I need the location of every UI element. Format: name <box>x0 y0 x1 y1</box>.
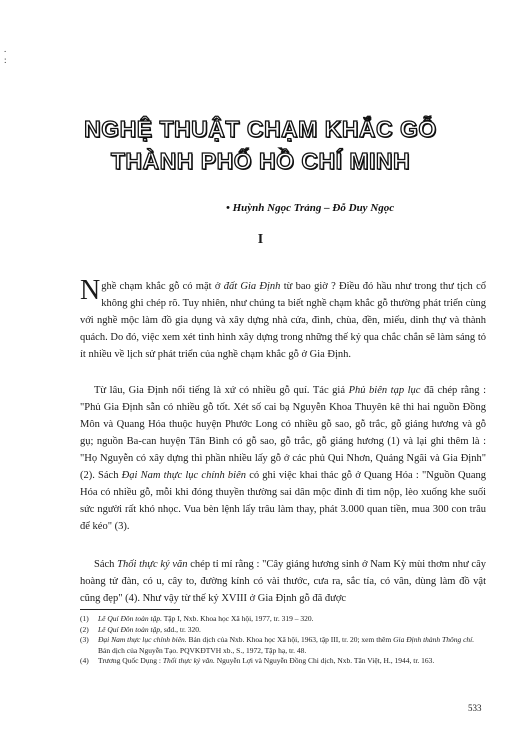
page-number: 533 <box>468 703 482 713</box>
paragraph-2-text-a: Từ lâu, Gia Định nổi tiếng là xứ có nhiều gỗ quí. Tác giả <box>94 385 349 396</box>
footnotes <box>80 614 486 667</box>
paragraph-1-text-b: từ bao giờ ? Điều đó hầu như trong thư tịch cổ không ghi chép rõ. Tuy nhiên, như chúng ta biết nghề chạm khắc gỗ thường phát triển cùng với nghề mộc làm đồ gia dụng và xây dựng nhà cửa, đình, chùa, đền, miếu, dinh thự và thành quách. Do đó, việc xem xét tình hình xây dựng trong những thế kỷ qua chắc chắn sẽ làm sáng tỏ ít nhiều về lịch sử phát triển của nghề chạm khắc gỗ ở Gia Định. <box>80 281 486 360</box>
footnote-number: (2) <box>80 624 89 634</box>
footnote-source: Lê Quí Đôn toàn tập, <box>98 624 162 634</box>
paragraph-3-text-a: Sách <box>94 559 118 570</box>
margin-marks: . : <box>4 44 7 65</box>
footnote-source: Lê Quí Đôn toàn tập. <box>98 614 162 623</box>
footnote-text: Trương Quốc Dụng : <box>98 656 163 665</box>
footnote-number: (1) <box>80 614 89 623</box>
paragraph-3-text-b: chép tỉ mỉ rằng : "Cây giáng hương sinh ở Nam Kỳ mùi thơm như cây hoàng tử đàn, có u, cây to, đường kính có vài thước, cưa ra, sắc tía, có vân, dùng làm đồ vật cũng đẹp" (4). Như vậy từ thế kỷ XVIII ở Gia Định gỗ đã được <box>80 559 486 604</box>
paragraph-2-italic-a: Phủ biên tạp lục <box>348 385 421 396</box>
footnote-source-2: Thối thực ký văn. <box>162 656 215 665</box>
footnote-number: (3) <box>80 635 89 644</box>
author-byline: • Huỳnh Ngọc Trảng – Đỗ Duy Ngọc <box>226 202 395 214</box>
footnote-2 <box>80 625 486 636</box>
paragraph-3 <box>80 556 486 607</box>
paragraph-2 <box>80 382 486 535</box>
footnote-text: Bản dịch của Nxb. Khoa học Xã hội, 1963, tập III, tr. 20; xem thêm <box>186 635 394 644</box>
title-line-1: NGHỆ THUẬT CHẠM KHẮC GỖ <box>84 116 437 142</box>
section-heading: I <box>257 232 264 247</box>
footnote-number: (4) <box>80 656 89 665</box>
footnote-source-2: Gia Định thành Thông chí. <box>393 635 475 644</box>
footnote-text: Tập I, Nxb. Khoa học Xã hội, 1977, tr. 319 – 320. <box>161 614 314 623</box>
drop-cap: N <box>80 275 101 306</box>
footnote-divider <box>80 609 180 610</box>
paragraph-1-text-a: ghề chạm khắc gỗ có mặt ở <box>101 281 224 292</box>
paragraph-2-text-b: đã chép rằng : "Phủ Gia Định sẵn có nhiều gỗ tốt. Xét số cai bạ Nguyễn Khoa Thuyên kê thì hai nguồn Đồng Môn và Quang Hóa thuộc huyện Phước Long có nhiều gỗ sao, gỗ trắc, gỗ giáng hương và gỗ gụ; nguồn Ba-can huyện Tân Bình có gỗ sao, gỗ trắc, gỗ giáng hương (1) và lại ghi thêm là : "Họ Nguyễn có xây dựng thì phần nhiều lấy gỗ ở các phủ Qui Nhơn, Quảng Ngãi và Gia Định" (2). Sách <box>80 385 486 481</box>
footnote-text-2: Nguyễn Lợi và Nguyễn Đồng Chi dịch, Nxb. Tân Việt, H., 1944, tr. 163. <box>214 656 435 665</box>
footnote-text-2: Bản dịch của Nguyễn Tạo. PQVKĐTVH xb., S., 1972, Tập hạ, tr. 48. <box>98 645 307 655</box>
footnote-1 <box>80 614 486 625</box>
paragraph-1 <box>80 275 486 363</box>
title-line-2: THÀNH PHỐ HỒ CHÍ MINH <box>110 148 411 174</box>
paragraph-1-italic-a: đất Gia Định <box>223 281 281 292</box>
footnote-3 <box>80 635 486 656</box>
footnote-source: Đại Nam thực lục chính biên. <box>98 635 187 644</box>
paragraph-2-italic-b: Đại Nam thực lục chính biên <box>121 470 247 481</box>
paragraph-2-text-c: có ghi việc khai thác gỗ ở Quang Hóa : "Nguồn Quang Hóa có nhiều gỗ, mỗi khi đóng thuyền thường sai dân mộc đinh đi tìm nộp, lèo xuống khe suối sức người rất khó nhọc. Vua bèn lệnh lấy trâu làm thay, phát 3.000 quan tiền, mua 300 con trâu để kéo" (3). <box>80 470 487 532</box>
footnote-text: sđd., tr. 320. <box>161 624 201 634</box>
paragraph-3-italic-a: Thối thực ký văn <box>117 559 188 570</box>
footnote-4 <box>80 656 486 667</box>
